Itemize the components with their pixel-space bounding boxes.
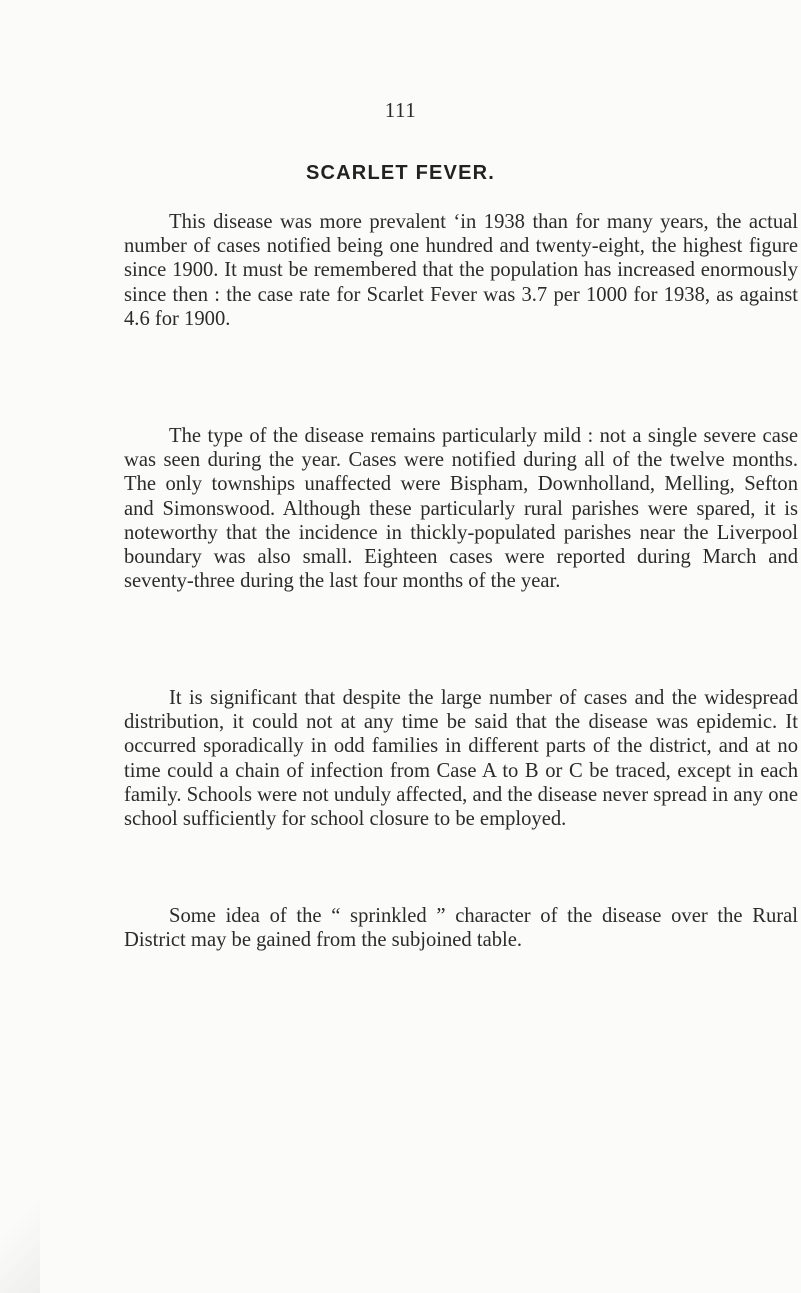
paper-edge-shading <box>0 1173 40 1293</box>
paragraph-3 <box>124 686 798 831</box>
paragraph-text: It is significant that despite the large number of cases and the widespread distribution, it could not at any time be said that the disease was epidemic. It occurred sporadically in odd families in different parts of the district, and at no time could a chain of infection from Case A to B or C be traced, except in each family. Schools were not unduly affected, and the disease never spread in any one school sufficiently for school closure to be employed. <box>124 687 798 831</box>
paragraph-4 <box>124 904 798 952</box>
paragraph-1 <box>124 210 798 331</box>
section-heading: SCARLET FEVER. <box>305 162 496 184</box>
paragraph-2 <box>124 424 798 593</box>
paragraph-text: Some idea of the “ sprinkled ” character of the disease over the Rural District may be gained from the subjoined table. <box>124 905 798 952</box>
page-number: 111 <box>384 98 417 122</box>
paragraph-text: The type of the disease remains particularly mild : not a single severe case was seen during the year. Cases were notified during all of the twelve months. The only townships unaffected were Bispham, Downholland, Melling, Sefton and Simonswood. Although these particularly rural parishes were spared, it is noteworthy that the incidence in thickly-populated parishes near the Liverpool boundary was also small. Eighteen cases were reported during March and seventy-three during the last four months of the year. <box>124 425 798 593</box>
paragraph-text: This disease was more prevalent ‘in 1938 than for many years, the actual number of cases notified being one hundred and twenty-eight, the highest figure since 1900. It must be remembered that the population has increased enormously since then : the case rate for Scarlet Fever was 3.7 per 1000 for 1938, as against 4.6 for 1900. <box>124 211 798 330</box>
